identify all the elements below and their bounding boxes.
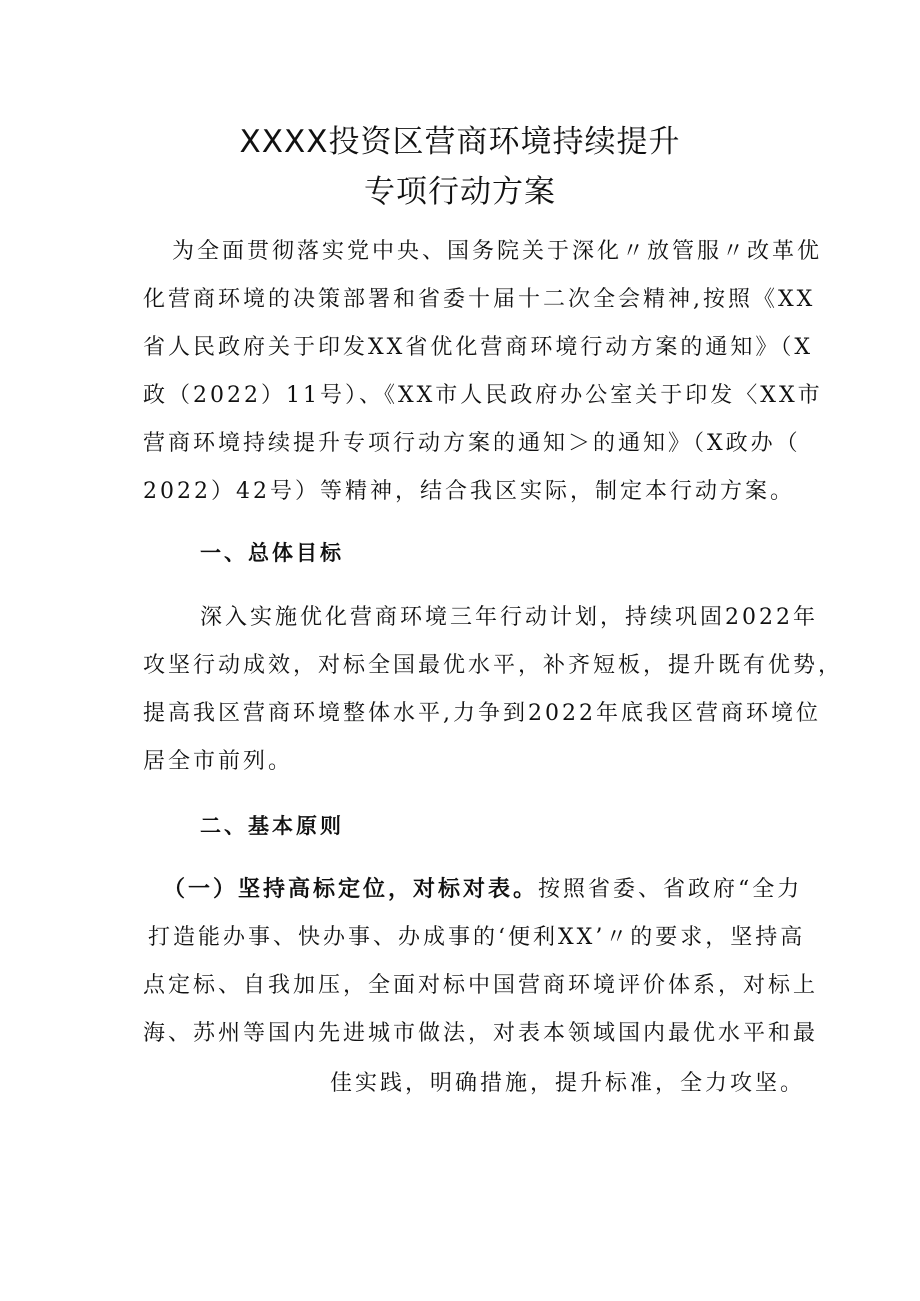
principle-text: 按照省委、省政府“全力: [538, 877, 803, 902]
intro-paragraph-line: 化营商环境的决策部署和省委十届十二次全会精神,按照《XX: [143, 287, 816, 312]
goals-paragraph-line: 提高我区营商环境整体水平,力争到2022年底我区营商环境位: [143, 701, 821, 726]
goals-paragraph-line: 攻坚行动成效，对标全国最优水平，补齐短板，提升既有优势，: [143, 653, 844, 678]
principle-paragraph-line: 打造能办事、快办事、办成事的‘便利XX’〃的要求，坚持高: [148, 925, 806, 950]
section-heading-principles: 二、基本原则: [200, 814, 344, 838]
intro-paragraph-line: 营商环境持续提升专项行动方案的通知＞的通知》（X政办（: [143, 431, 801, 456]
principle-title: （一）坚持高标定位，对标对表。: [163, 877, 539, 902]
goals-paragraph-line: 深入实施优化营商环境三年行动计划，持续巩固2022年: [200, 605, 818, 630]
principle-paragraph-line: 海、苏州等国内先进城市做法，对表本领域国内最优水平和最: [143, 1021, 819, 1046]
intro-paragraph-line: 2022）42号）等精神，结合我区实际，制定本行动方案。: [143, 479, 795, 504]
intro-paragraph-line: 省人民政府关于印发XX省优化营商环境行动方案的通知》（X: [143, 335, 813, 360]
principle-first-line: [163, 872, 802, 903]
principle-paragraph-line: 点定标、自我加压，全面对标中国营商环境评价体系，对标上: [143, 973, 819, 998]
document-title-line-2: 专项行动方案: [364, 174, 556, 210]
document-title-line-1: XXXX投资区营商环境持续提升: [239, 124, 681, 160]
section-heading-goals: 一、总体目标: [200, 541, 344, 565]
principle-paragraph-line: 佳实践，明确措施，提升标准，全力攻坚。: [330, 1071, 806, 1096]
intro-paragraph-line: 政（2022）11号）、《XX市人民政府办公室关于印发〈XX市: [143, 383, 823, 408]
intro-paragraph-line: 为全面贯彻落实党中央、国务院关于深化〃放管服〃改革优: [172, 239, 823, 264]
goals-paragraph-line: 居全市前列。: [143, 749, 294, 774]
